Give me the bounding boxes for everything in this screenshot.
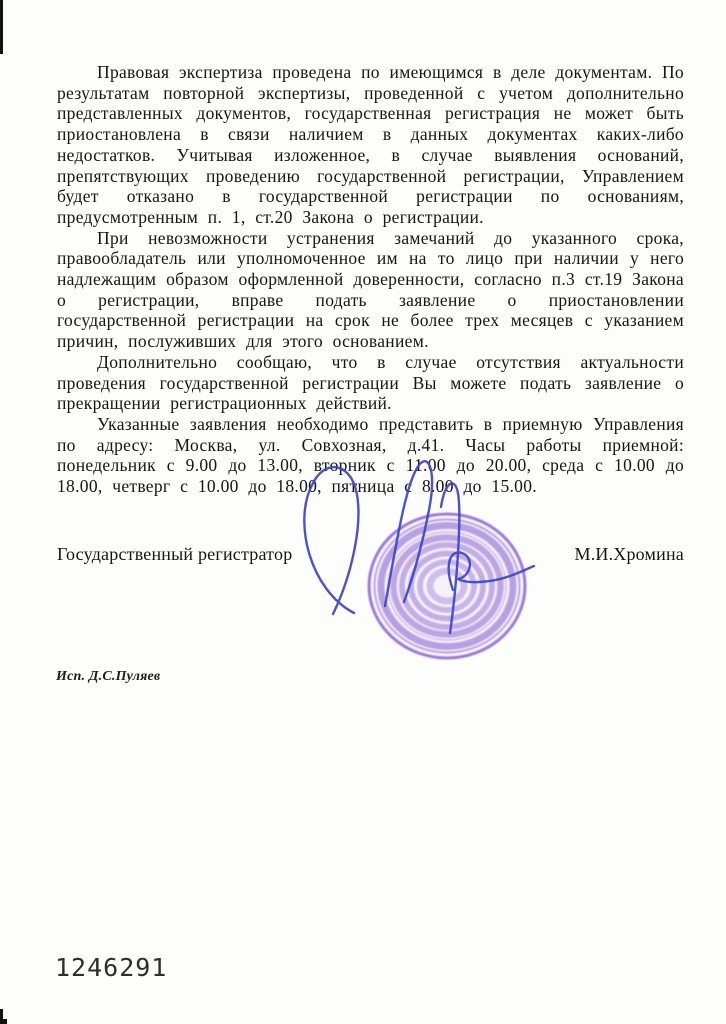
signer-name: М.И.Хромина bbox=[574, 544, 684, 564]
body-text bbox=[57, 62, 684, 497]
executor-note: Исп. Д.С.Пуляев bbox=[56, 669, 161, 684]
signer-role: Государственный регистратор bbox=[57, 544, 293, 564]
paragraph-suspension-right: При невозможности устранения замечаний до указанного срока, правообладатель или уполномоченное им на то лицо при наличии у него надлежащим образом оформленной доверенности, согласно п.3 ст.19 Закона о регистрации, вправе подать заявление о приостановлении государственной регистрации на срок не более трех месяцев с указанием причин, послуживших для этого основанием. bbox=[57, 227, 684, 352]
paragraph-reception-hours: Указанные заявления необходимо представить в приемную Управления по адресу: Москва, ул. Совхозная, д.41. Часы работы приемной: понедельник с 9.00 до 13.00, вторник с 11.00 до 20.00, среда с 10.00 до 18.00, четверг с 10.00 до 18.00, пятница с 8.00 до 15.00. bbox=[57, 413, 684, 497]
paragraph-termination-option: Дополнительно сообщаю, что в случае отсутствия актуальности проведения государственной регистрации Вы можете подать заявление о прекращении регистрационных действий. bbox=[57, 351, 684, 414]
document-number: 1246291 bbox=[55, 953, 168, 982]
signature-row bbox=[57, 544, 684, 565]
seal-rings bbox=[368, 513, 526, 659]
scan-artifact-top-left-edge bbox=[0, 0, 3, 54]
paragraph-legal-expertise: Правовая экспертиза проведена по имеющимся в деле документам. По результатам повторной экспертизы, проведенной с учетом дополнительно представленных документов, государственная регистрация не может быть приостановлена в связи наличием в данных документах каких-либо недостатков. Учитывая изложенное, в случае выявления оснований, препятствующих проведению государственной регистрации, Управлением будет отказано в государственной регистрации по основаниям, предусмотренным п. 1, ст.20 Закона о регистрации. bbox=[57, 62, 684, 227]
scan-artifact-bottom-left-corner bbox=[0, 1019, 7, 1024]
